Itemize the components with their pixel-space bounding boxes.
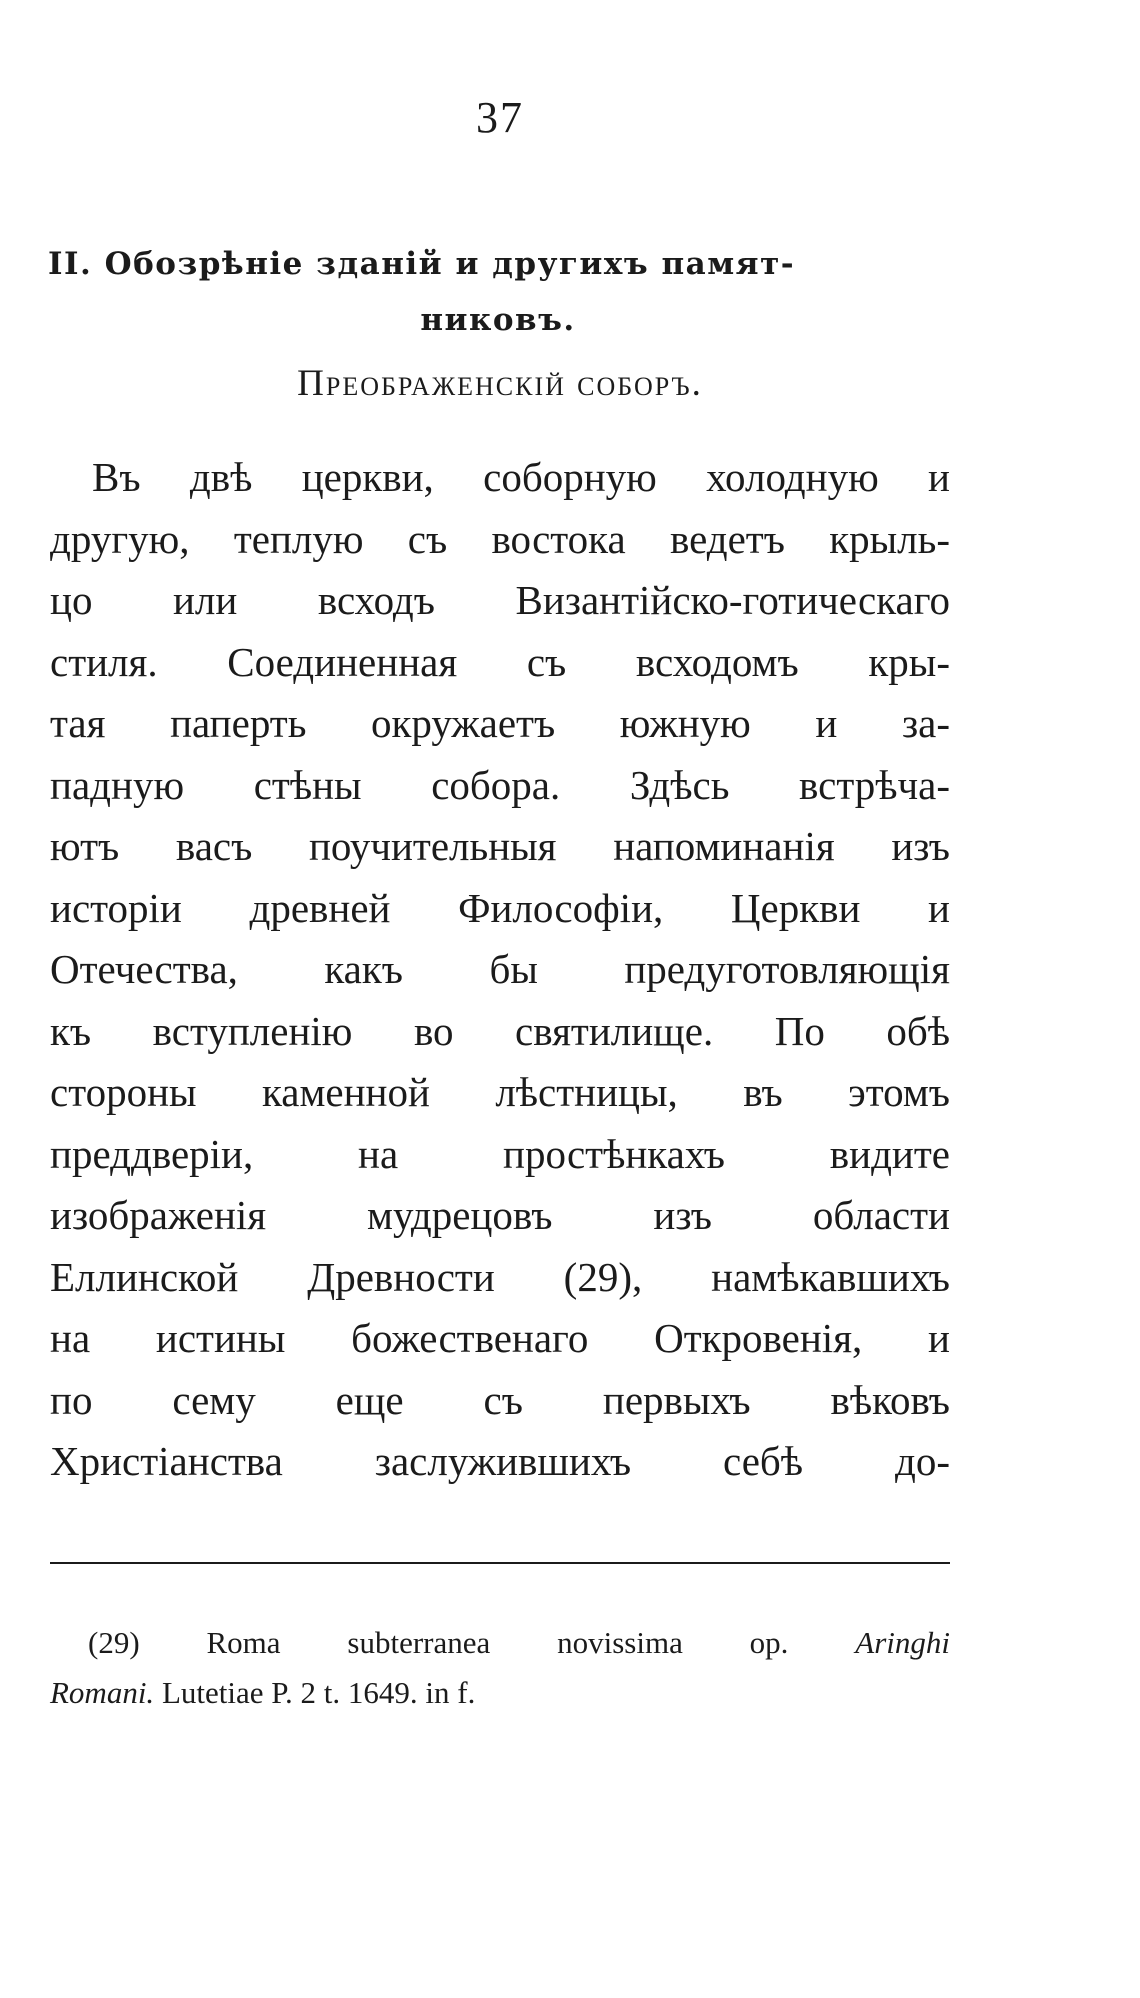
body-line: тая паперть окружаетъ южную и за- [50, 700, 950, 746]
section-heading [48, 236, 948, 348]
body-line: падную стѣны собора. Здѣсь встрѣча- [50, 761, 950, 808]
body-line: другую, теплую съ востока ведетъ крыль- [50, 515, 950, 562]
body-line: стиля. Соединенная съ всходомъ кры- [50, 638, 950, 685]
subheading: Преображенскій соборъ. [297, 363, 703, 404]
section-heading-line-2: никовъ. [420, 302, 576, 338]
footnote-publication: Lutetiae P. 2 t. 1649. in f. [154, 1675, 476, 1710]
body-line: стороны каменной лѣстницы, въ этомъ [50, 1069, 950, 1115]
body-line: къ вступленію во святилище. По обѣ [50, 1007, 950, 1054]
body-line: ютъ васъ поучительныя напоминанія изъ [50, 823, 950, 869]
body-line: изображенія мудрецовъ изъ области [50, 1192, 950, 1238]
body-line: Въ двѣ церкви, соборную холодную и [92, 454, 950, 500]
footnote-divider [50, 1562, 950, 1564]
body-text [50, 447, 950, 1493]
footnote-citation: (29) Roma subterranea novissima op. [88, 1625, 856, 1660]
footnote-author-cont: Romani. [50, 1675, 155, 1710]
body-line: исторіи древней Философіи, Церкви и [50, 884, 950, 931]
body-line: преддверіи, на простѣнкахъ видите [50, 1130, 950, 1177]
section-heading-line-1: II. Обозрѣніе зданій и другихъ памят- [48, 246, 796, 282]
body-line: по сему еще съ первыхъ вѣковъ [50, 1376, 950, 1423]
footnote-line-2 [50, 1668, 950, 1718]
page-number: 37 [476, 93, 524, 142]
body-line: Отечества, какъ бы предуготовляющія [50, 946, 950, 992]
footnote [50, 1618, 950, 1718]
body-line: цо или всходъ Византійско-готическаго [50, 577, 950, 623]
body-line: на истины божественаго Откровенія, и [50, 1315, 950, 1361]
footnote-author: Aringhi [855, 1625, 950, 1660]
footnote-line-1 [50, 1618, 950, 1668]
body-line: Христіанства заслужившихъ себѣ до- [50, 1438, 950, 1484]
body-line: Еллинской Древности (29), намѣкавшихъ [50, 1253, 950, 1300]
